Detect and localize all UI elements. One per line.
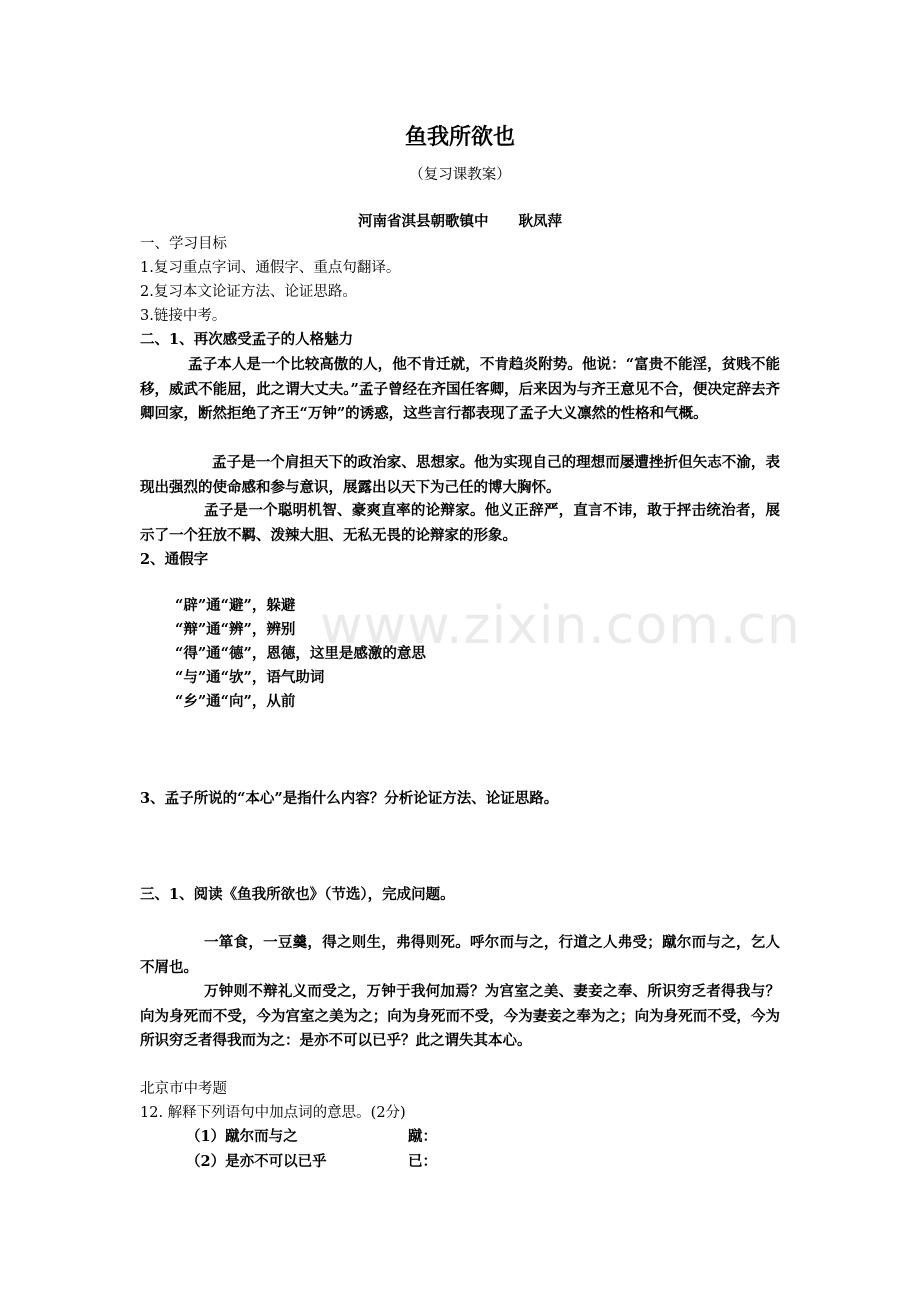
- goal-item-1: 1.复习重点字词、通假字、重点句翻译。: [140, 260, 401, 276]
- goal-item-3: 3.链接中考。: [140, 308, 227, 324]
- tongjia-item: “与”通“欤”，语气助词: [175, 669, 325, 686]
- mencius-paragraph-2: 孟子是一个肩担天下的政治家、思想家。他为实现自己的理想而屡遭挫折但矢志不渝，表现出强烈的使命感和参与意识，展露出以天下为己任的博大胸怀。: [140, 454, 780, 496]
- q12-item-2-word: 已：: [408, 1153, 437, 1170]
- tongjia-item: “乡”通“向”，从前: [175, 693, 296, 710]
- document-title: 鱼我所欲也: [404, 125, 515, 150]
- exam-source: 北京市中考题: [140, 1081, 227, 1097]
- goal-item-2: 2.复习本文论证方法、论证思路。: [140, 284, 357, 300]
- watermark-text: www.zixin.com.cn: [320, 596, 801, 656]
- mencius-paragraph-1: 孟子本人是一个比较高傲的人，他不肯迁就，不肯趋炎附势。他说：“富贵不能淫，贫贱不能移，威武不能屈，此之谓大丈夫。”孟子曾经在齐国任客卿，后来因为与齐王意见不合，便决定辞去齐卿回家，断然拒绝了齐王“万钟”的诱惑，这些言行都表现了孟子大义凛然的性格和气概。: [140, 356, 780, 422]
- section1-heading: 一、学习目标: [140, 236, 227, 252]
- question-12: 12. 解释下列语句中加点词的意思。(2分): [140, 1105, 406, 1121]
- passage-paragraph-1: 一箪食，一豆羹，得之则生，弗得则死。呼尔而与之，行道之人弗受；蹴尔而与之，乞人不屑也。: [140, 934, 780, 976]
- tongjia-item: “辟”通“避”，躲避: [175, 597, 296, 614]
- q12-item-2-label: （2）是亦不可以已乎: [186, 1153, 327, 1170]
- section2-heading: 二、1、再次感受孟子的人格魅力: [140, 331, 354, 348]
- author-name: 耿凤萍: [518, 214, 562, 230]
- passage-paragraph-2: 万钟则不辩礼义而受之，万钟于我何加焉？为宫室之美、妻妾之奉、所识穷乏者得我与？向为身死而不受，今为宫室之美为之；向为身死而不受，今为妻妾之奉为之；向为身死而不受，今为所识穷乏者得我而为之：是亦不可以已乎？此之谓失其本心。: [140, 983, 780, 1049]
- q12-item-1-word: 蹴：: [408, 1128, 437, 1145]
- question-3: 3、孟子所说的“本心”是指什么内容？分析论证方法、论证思路。: [140, 790, 559, 807]
- section3-heading: 三、1、阅读《鱼我所欲也》（节选），完成问题。: [140, 886, 455, 903]
- author-school: 河南省淇县朝歌镇中: [358, 214, 489, 230]
- document-subtitle: （复习课教案）: [409, 167, 511, 183]
- tongjia-item: “得”通“德”，恩德，这里是感激的意思: [175, 645, 426, 662]
- q12-item-1-label: （1）蹴尔而与之: [186, 1128, 298, 1145]
- tongjia-item: “辩”通“辨”，辨别: [175, 621, 296, 638]
- author-line: [0, 210, 920, 231]
- mencius-paragraph-3: 孟子是一个聪明机智、豪爽直率的论辩家。他义正辞严，直言不讳，敢于抨击统治者，展示了一个狂放不羁、泼辣大胆、无私无畏的论辩家的形象。: [140, 502, 780, 544]
- tongjia-heading: 2、通假字: [140, 551, 209, 568]
